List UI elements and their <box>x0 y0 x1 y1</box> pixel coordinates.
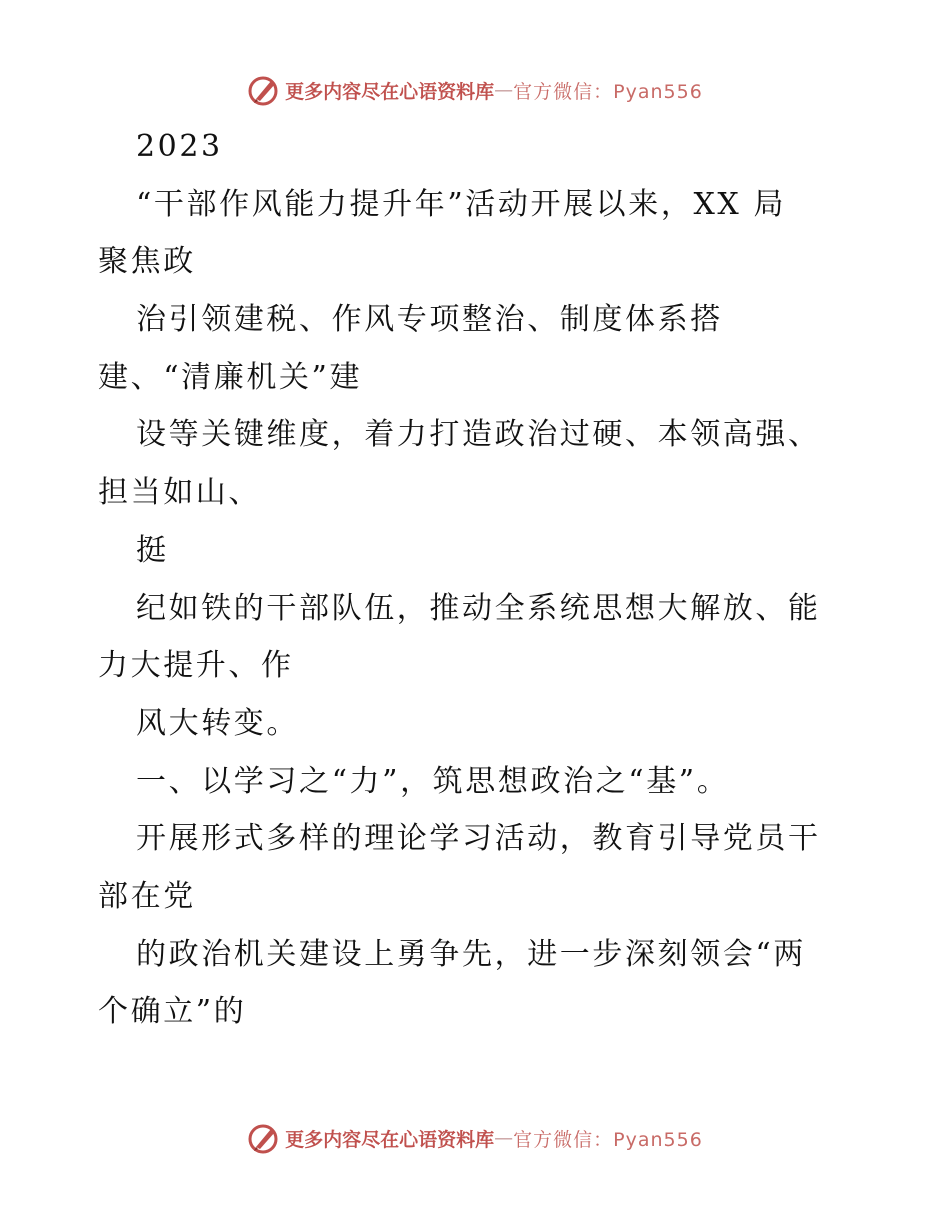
text-line: 聚焦政 <box>98 244 196 280</box>
document-body <box>98 118 858 1041</box>
text-line: “干部作风能力提升年”活动开展以来，XX 局 <box>136 186 787 222</box>
text-line: 2023 <box>136 129 223 164</box>
banner-site-name: 更多内容尽在心语资料库 <box>285 80 495 103</box>
text-line: 力大提升、作 <box>98 648 294 684</box>
text-line: 挺 <box>136 532 169 568</box>
banner-separator: — <box>494 79 514 101</box>
pen-logo-icon <box>247 1121 281 1155</box>
text-line: 建、“清廉机关”建 <box>98 359 363 395</box>
banner-wechat: 官方微信：Pyan556 <box>513 80 703 103</box>
text-line: 担当如山、 <box>98 475 261 511</box>
banner-separator: — <box>494 1127 514 1149</box>
pen-logo-icon <box>247 73 281 107</box>
text-line: 开展形式多样的理论学习活动，教育引导党员干 <box>136 821 821 857</box>
text-line: 个确立”的 <box>98 994 247 1030</box>
banner-wechat: 官方微信：Pyan556 <box>513 1128 703 1151</box>
text-line: 部在党 <box>98 878 196 914</box>
text-line: 风大转变。 <box>136 705 299 741</box>
footer-banner <box>0 1118 950 1158</box>
text-line: 的政治机关建设上勇争先，进一步深刻领会“两 <box>136 936 806 972</box>
text-line: 一、以学习之“力”，筑思想政治之“基”。 <box>136 763 730 799</box>
text-line: 纪如铁的干部队伍，推动全系统思想大解放、能 <box>136 590 821 626</box>
header-banner <box>0 70 950 110</box>
text-line: 治引领建税、作风专项整治、制度体系搭 <box>136 302 723 338</box>
text-line: 设等关键维度，着力打造政治过硬、本领高强、 <box>136 417 821 453</box>
banner-site-name: 更多内容尽在心语资料库 <box>285 1128 495 1151</box>
